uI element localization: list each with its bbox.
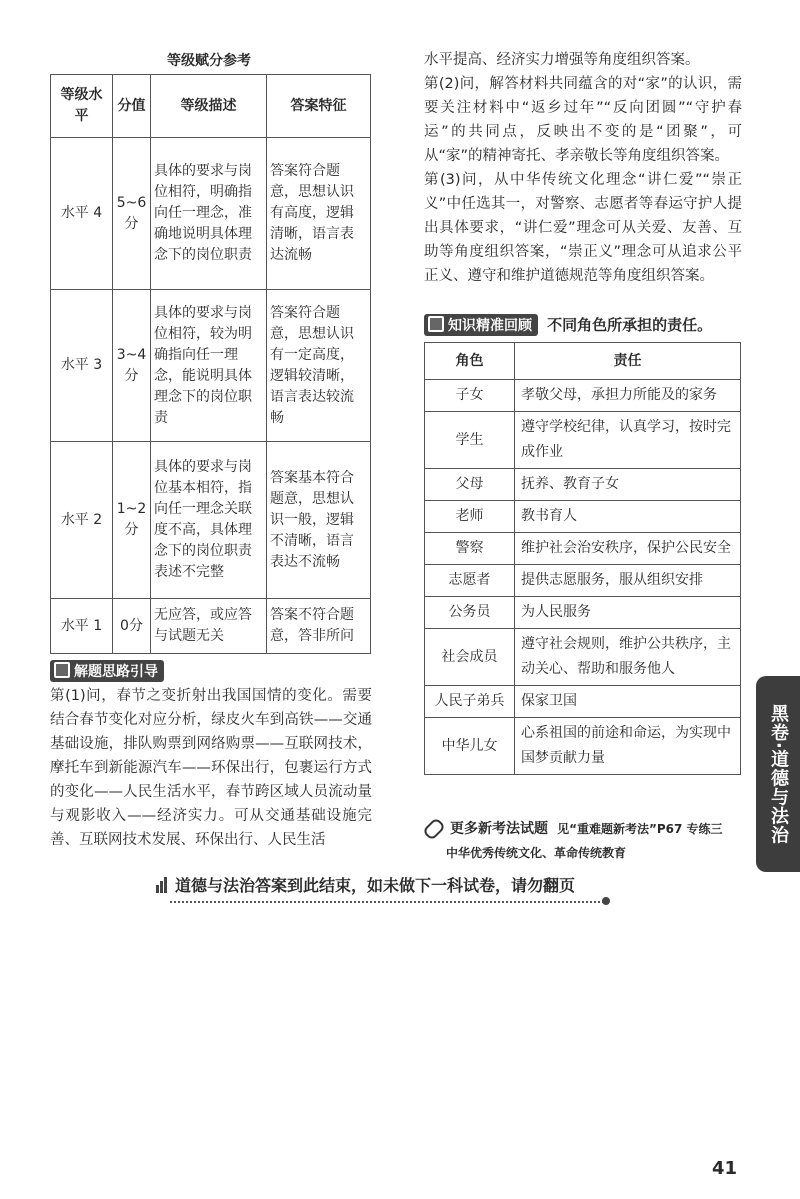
guide-paragraph-3: 第(3)问，从中华传统文化理念“讲仁爱”“崇正义”中任选其一，对警察、志愿者等春运守护人提出具体要求，“讲仁爱”理念可从关爱、友善、互助等角度组织答案，“崇正义”理念可从追求公平正义、遵守和维护道德规范等角度组织答案。 (424, 172, 742, 284)
role-row (425, 565, 741, 597)
footer-divider (170, 901, 608, 903)
role-row (425, 629, 741, 686)
header-level: 等级水平 (51, 75, 113, 138)
bars-icon (156, 877, 167, 897)
grade-feature: 答案符合题意，思想认识有高度，逻辑清晰，语言表达流畅 (267, 138, 371, 290)
role-row (425, 380, 741, 412)
grade-desc: 无应答，或应答与试题无关 (151, 599, 267, 654)
role-duty: 保家卫国 (515, 686, 741, 718)
grade-desc: 具体的要求与岗位基本相符，指向任一理念关联度不高，具体理念下的岗位职责表述不完整 (151, 442, 267, 599)
role-row (425, 686, 741, 718)
guide-paragraph-2: 第(2)问，解答材料共同蕴含的对“家”的认识，需要关注材料中“返乡过年”“反向团圆”“守护春运”的共同点，反映出不变的是“团聚”，可从“家”的精神寄托、孝亲敬长等角度组织答案。 (424, 76, 742, 164)
header-feature: 答案特征 (267, 75, 371, 138)
role-duty: 教书育人 (515, 501, 741, 533)
header-desc: 等级描述 (151, 75, 267, 138)
footer-note (156, 873, 614, 897)
grade-table-header (51, 75, 371, 138)
knowledge-badge-label: 知识精准回顾 (448, 318, 532, 334)
role-row (425, 501, 741, 533)
grade-table (50, 74, 371, 654)
role-name: 中华儿女 (425, 718, 515, 775)
more-tests-ref: 见“重难题新考法”P67 专练三 (557, 822, 723, 836)
role-duty: 提供志愿服务，服从组织安排 (515, 565, 741, 597)
role-row (425, 412, 741, 469)
guide-paragraph-1-cont: 水平提高、经济实力增强等角度组织答案。 (424, 52, 700, 68)
role-name: 公务员 (425, 597, 515, 629)
grade-level: 水平 4 (51, 138, 113, 290)
grade-score: 1~2分 (113, 442, 151, 599)
grade-score: 5~6分 (113, 138, 151, 290)
link-icon (422, 816, 446, 840)
role-duty: 孝敬父母，承担力所能及的家务 (515, 380, 741, 412)
role-row (425, 597, 741, 629)
side-tab: 黑卷·道德与法治 (756, 676, 800, 872)
role-name: 父母 (425, 469, 515, 501)
book-icon (428, 316, 444, 332)
edit-icon (54, 662, 70, 678)
grade-feature: 答案基本符合题意，思想认识一般，逻辑不清晰，语言表达不流畅 (267, 442, 371, 599)
knowledge-header (424, 314, 744, 336)
more-tests-sub: 中华优秀传统文化、革命传统教育 (446, 846, 627, 860)
header-role: 角色 (425, 343, 515, 380)
grade-row (51, 442, 371, 599)
footer-dot (602, 897, 610, 905)
role-duty: 心系祖国的前途和命运，为实现中国梦贡献力量 (515, 718, 741, 775)
more-tests-title: 更多新考法试题 (450, 821, 548, 837)
header-duty: 责任 (515, 343, 741, 380)
role-row (425, 533, 741, 565)
knowledge-title: 不同角色所承担的责任。 (547, 316, 713, 334)
role-name: 社会成员 (425, 629, 515, 686)
grade-row (51, 138, 371, 290)
grade-table-caption: 等级赋分参考 (167, 53, 251, 69)
role-duty: 维护社会治安秩序，保护公民安全 (515, 533, 741, 565)
grade-level: 水平 2 (51, 442, 113, 599)
grade-score: 0分 (113, 599, 151, 654)
role-name: 老师 (425, 501, 515, 533)
role-name: 子女 (425, 380, 515, 412)
page-number: 41 (712, 1158, 738, 1179)
role-duty: 遵守社会规则，维护公共秩序，主动关心、帮助和服务他人 (515, 629, 741, 686)
grade-level: 水平 1 (51, 599, 113, 654)
guide-paragraph-1: 第(1)问，春节之变折射出我国国情的变化。需要结合春节变化对应分析，绿皮火车到高铁——交通基础设施，排队购票到网络购票——互联网技术，摩托车到新能源汽车——环保出行，包裹运行方式的变化——人民生活水平，春节跨区域人员流动量与观影收入——经济实力。可从交通基础设施完善、互联网技术发展、环保出行、人民生活 (50, 688, 372, 848)
role-name: 学生 (425, 412, 515, 469)
grade-desc: 具体的要求与岗位相符，较为明确指向任一理念，能说明具体理念下的岗位职责 (151, 290, 267, 442)
grade-score: 3~4分 (113, 290, 151, 442)
role-name: 警察 (425, 533, 515, 565)
roles-table (424, 342, 741, 775)
guide-badge-label: 解题思路引导 (74, 664, 158, 680)
grade-desc: 具体的要求与岗位相符，明确指向任一理念，准确地说明具体理念下的岗位职责 (151, 138, 267, 290)
role-duty: 遵守学校纪律，认真学习，按时完成作业 (515, 412, 741, 469)
footer-note-text: 道德与法治答案到此结束，如未做下一科试卷，请勿翻页 (175, 876, 576, 895)
role-row (425, 469, 741, 501)
grade-feature: 答案不符合题意，答非所问 (267, 599, 371, 654)
role-duty: 抚养、教育子女 (515, 469, 741, 501)
more-tests (424, 818, 744, 838)
grade-row (51, 599, 371, 654)
roles-table-header (425, 343, 741, 380)
role-name: 人民子弟兵 (425, 686, 515, 718)
grade-feature: 答案符合题意，思想认识有一定高度，逻辑较清晰，语言表达较流畅 (267, 290, 371, 442)
role-duty: 为人民服务 (515, 597, 741, 629)
grade-level: 水平 3 (51, 290, 113, 442)
role-row (425, 718, 741, 775)
guide-badge (50, 660, 164, 682)
header-score: 分值 (113, 75, 151, 138)
grade-row (51, 290, 371, 442)
role-name: 志愿者 (425, 565, 515, 597)
